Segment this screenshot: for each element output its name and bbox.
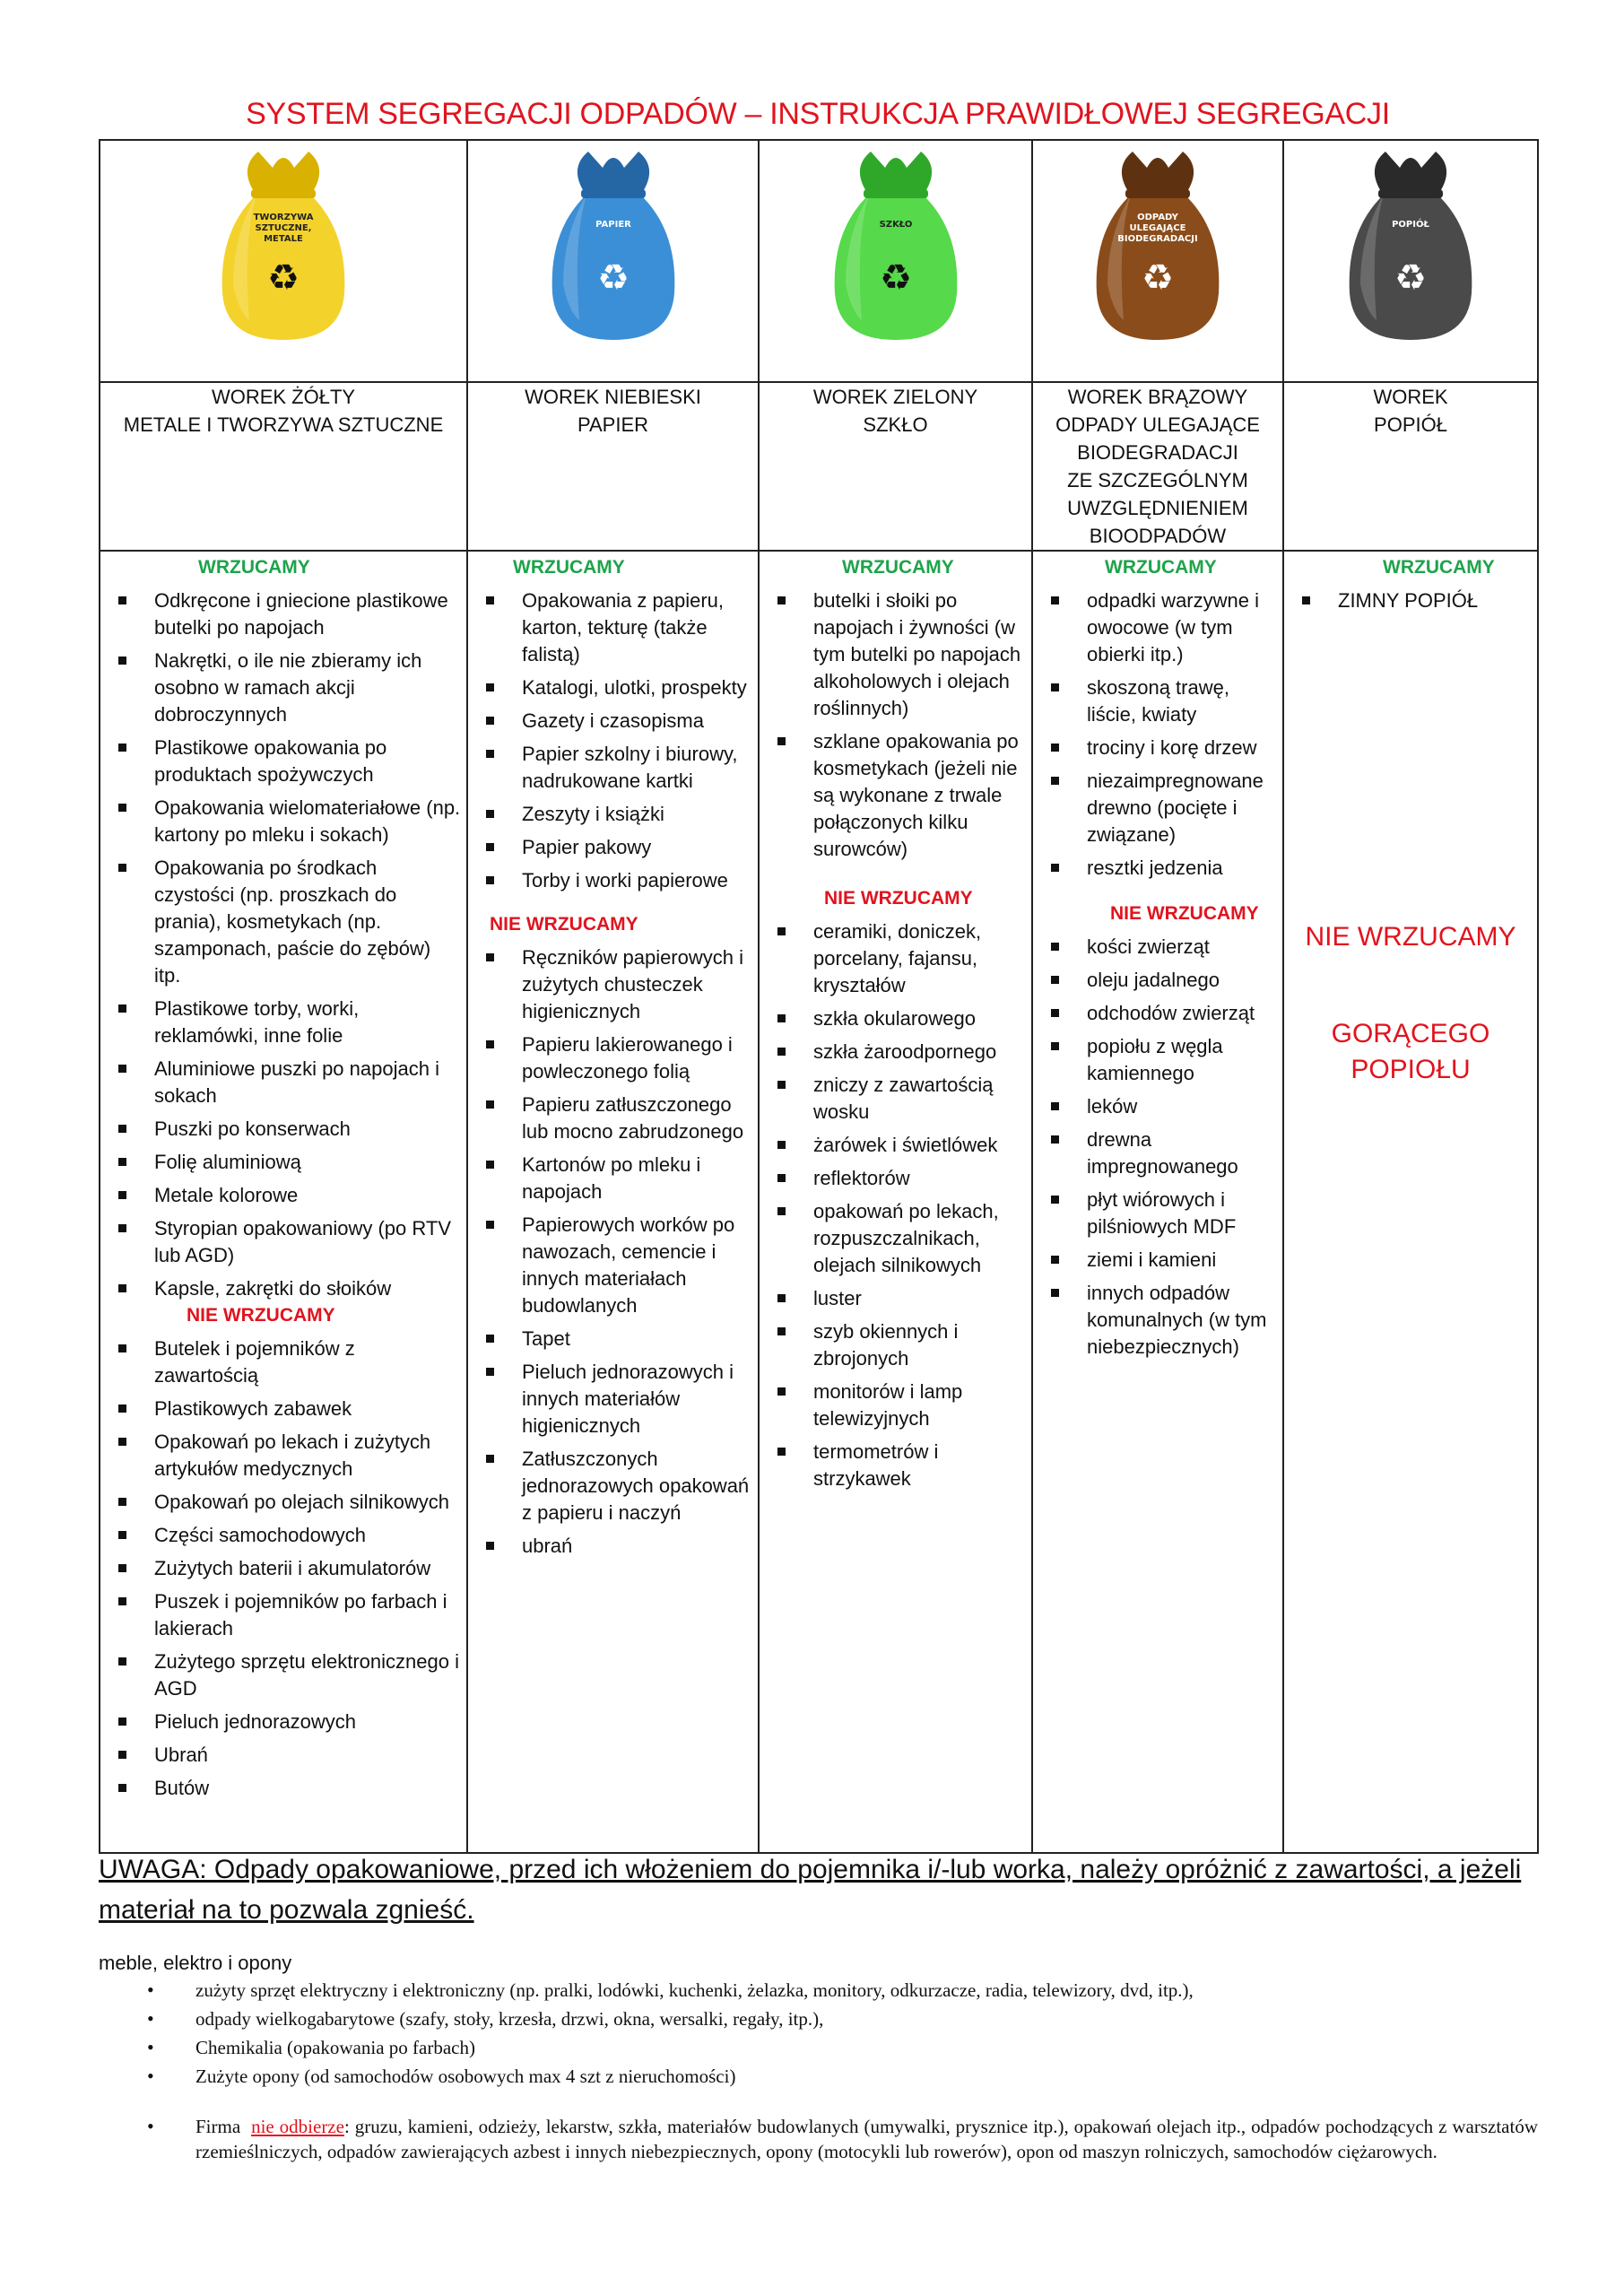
list-item: ziemi i kamieni xyxy=(1038,1247,1277,1274)
list-item: resztki jedzenia xyxy=(1038,855,1277,882)
list-item: luster xyxy=(765,1285,1026,1312)
meble-item: • Chemikalia (opakowania po farbach) xyxy=(143,2033,1542,2062)
wrzucamy-label: WRZUCAMY xyxy=(1383,557,1495,578)
list-item: Folię aluminiową xyxy=(106,1149,461,1176)
yellow-bag-icon xyxy=(203,141,364,347)
list-item: szklane opakowania po kosmetykach (jeżeli nie są wykonane z trwale połączonych kilku surowców) xyxy=(765,728,1026,863)
header-line: BIOODPADÓW xyxy=(1089,525,1227,547)
item-list xyxy=(473,587,752,894)
item-list xyxy=(1038,934,1277,1361)
page-title: SYSTEM SEGREGACJI ODPADÓW – INSTRUKCJA PRAWIDŁOWEJ SEGREGACJI xyxy=(246,97,1390,131)
recycle-icon: ♻ xyxy=(1394,257,1427,299)
header-line: POPIÓŁ xyxy=(1374,413,1447,436)
header-green xyxy=(759,382,1032,551)
wrzucamy-label: WRZUCAMY xyxy=(513,557,625,578)
list-item: Papier szkolny i biurowy, nadrukowane kartki xyxy=(473,741,752,795)
bag-cell-blue xyxy=(467,140,759,382)
list-item: termometrów i strzykawek xyxy=(765,1439,1026,1492)
nie-wrzucamy-label: NIE WRZUCAMY xyxy=(1110,903,1259,924)
meble-item: • odpady wielkogabarytowe (szafy, stoły, krzesła, drzwi, okna, wersalki, regały, itp.), xyxy=(143,2005,1542,2033)
header-gray xyxy=(1283,382,1538,551)
list-item: Pieluch jednorazowych i innych materiałów higienicznych xyxy=(473,1359,752,1439)
list-item: Papieru zatłuszczonego lub mocno zabrudzonego xyxy=(473,1091,752,1145)
meble-item: • zużyty sprzęt elektryczny i elektroniczny (np. pralki, lodówki, kuchenki, żelazka, monitory, odkurzacze, radia, telewizory, dvd, itp.), xyxy=(143,1976,1542,2005)
list-item: innych odpadów komunalnych (w tym niebezpiecznych) xyxy=(1038,1280,1277,1361)
list-item: Zużytego sprzętu elektronicznego i AGD xyxy=(106,1648,461,1702)
list-item: Papieru lakierowanego i powleczonego folią xyxy=(473,1031,752,1085)
nie-wrzucamy-label: NIE WRZUCAMY xyxy=(490,914,638,935)
list-item: Zużytych baterii i akumulatorów xyxy=(106,1555,461,1582)
bag-label: POPIÓŁ xyxy=(1392,220,1429,230)
list-item: Zeszyty i książki xyxy=(473,801,752,828)
list-item: Aluminiowe puszki po napojach i sokach xyxy=(106,1056,461,1109)
list-blue xyxy=(467,551,759,1853)
warning-note: UWAGA: Odpady opakowaniowe, przed ich włożeniem do pojemnika i/-lub worka, należy opróżnić z zawartości, a jeżeli materiał na to pozwala zgnieść. xyxy=(99,1855,1522,1925)
list-item: Tapet xyxy=(473,1326,752,1352)
list-item: Puszki po konserwach xyxy=(106,1116,461,1143)
meble-heading: meble, elektro i opony xyxy=(99,1952,292,1974)
meble-list xyxy=(143,1976,1542,2091)
list-item: Opakowań po olejach silnikowych xyxy=(106,1489,461,1516)
header-line: WOREK xyxy=(1373,386,1448,408)
list-item: Opakowań po lekach i zużytych artykułów medycznych xyxy=(106,1429,461,1483)
wrzucamy-label: WRZUCAMY xyxy=(842,557,954,578)
list-item: Nakrętki, o ile nie zbieramy ich osobno w ramach akcji dobroczynnych xyxy=(106,648,461,728)
item-list xyxy=(765,587,1026,863)
header-line: WOREK ZIELONY xyxy=(812,386,978,408)
list-item: odpadki warzywne i owocowe (w tym obierki itp.) xyxy=(1038,587,1277,668)
bag-cell-gray xyxy=(1283,140,1538,382)
header-blue xyxy=(467,382,759,551)
header-line: WOREK NIEBIESKI xyxy=(525,386,701,408)
list-item: trociny i korę drzew xyxy=(1038,735,1277,761)
header-line: METALE I TWORZYWA SZTUCZNE xyxy=(123,413,444,436)
list-item: Pieluch jednorazowych xyxy=(106,1709,461,1735)
nie-wrzucamy-big: NIE WRZUCAMY xyxy=(1305,922,1516,952)
bag-label: PAPIER xyxy=(595,220,631,230)
bag-label: ODPADY xyxy=(1137,213,1178,222)
list-item: płyt wiórowych i pilśniowych MDF xyxy=(1038,1187,1277,1240)
bag-label: TWORZYWA xyxy=(253,213,314,222)
list-item: leków xyxy=(1038,1093,1277,1120)
header-line: WOREK ŻÓŁTY xyxy=(211,386,356,408)
bag-cell-brown xyxy=(1032,140,1283,382)
goracego-popiolu: GORĄCEGO POPIOŁU xyxy=(1331,1019,1490,1084)
recycle-icon: ♻ xyxy=(267,257,300,299)
list-green xyxy=(759,551,1032,1853)
recycle-icon: ♻ xyxy=(596,257,630,299)
list-item: Kartonów po mleku i napojach xyxy=(473,1152,752,1205)
bag-label: ULEGAJĄCE xyxy=(1129,223,1186,233)
list-item: ubrań xyxy=(473,1533,752,1560)
firma-item xyxy=(143,2114,1538,2164)
green-bag-icon xyxy=(815,141,977,347)
list-item: szkła żaroodpornego xyxy=(765,1039,1026,1065)
list-item: skoszoną trawę, liście, kwiaty xyxy=(1038,674,1277,728)
item-list xyxy=(473,944,752,1560)
list-item: ceramiki, doniczek, porcelany, fajansu, kryształów xyxy=(765,918,1026,999)
list-item: butelki i słoiki po napojach i żywności (w tym butelki po napojach alkoholowych i olejach roślinnych) xyxy=(765,587,1026,722)
firma-note xyxy=(143,2114,1538,2164)
list-item: Gazety i czasopisma xyxy=(473,708,752,735)
meble-item: • Zużyte opony (od samochodów osobowych max 4 szt z nieruchomości) xyxy=(143,2062,1542,2091)
list-item: popiołu z węgla kamiennego xyxy=(1038,1033,1277,1087)
list-item: reflektorów xyxy=(765,1165,1026,1192)
list-item: zniczy z zawartością wosku xyxy=(765,1072,1026,1126)
list-item: Butów xyxy=(106,1775,461,1802)
list-brown xyxy=(1032,551,1283,1853)
list-item: Ręczników papierowych i zużytych chusteczek higienicznych xyxy=(473,944,752,1025)
header-line: UWZGLĘDNIENIEM xyxy=(1067,497,1248,519)
item-list xyxy=(765,918,1026,1492)
segregation-table xyxy=(99,139,1539,1854)
list-item: Opakowania z papieru, karton, tekturę (także falistą) xyxy=(473,587,752,668)
list-item: Opakowania wielomateriałowe (np. kartony po mleku i sokach) xyxy=(106,795,461,848)
bag-cell-yellow xyxy=(100,140,467,382)
bag-label: METALE xyxy=(264,234,303,244)
list-row xyxy=(100,551,1538,1853)
wrzucamy-label: WRZUCAMY xyxy=(198,557,310,578)
header-line: SZKŁO xyxy=(863,413,928,436)
header-line: PAPIER xyxy=(577,413,649,436)
list-item: Plastikowe opakowania po produktach spożywczych xyxy=(106,735,461,788)
bag-label: SZTUCZNE, xyxy=(255,223,312,233)
list-item: Odkręcone i gniecione plastikowe butelki po napojach xyxy=(106,587,461,641)
list-item: Katalogi, ulotki, prospekty xyxy=(473,674,752,701)
header-row xyxy=(100,382,1538,551)
list-item: kości zwierząt xyxy=(1038,934,1277,961)
list-item: Plastikowe torby, worki, reklamówki, inne folie xyxy=(106,996,461,1049)
list-item: Plastikowych zabawek xyxy=(106,1396,461,1422)
list-item: Części samochodowych xyxy=(106,1522,461,1549)
list-item: Ubrań xyxy=(106,1742,461,1769)
list-item: Kapsle, zakrętki do słoików xyxy=(106,1275,461,1302)
list-gray xyxy=(1283,551,1538,1853)
nie-wrzucamy-label: NIE WRZUCAMY xyxy=(187,1305,335,1326)
header-brown xyxy=(1032,382,1283,551)
wrzucamy-label: WRZUCAMY xyxy=(1105,557,1217,578)
header-line: ODPADY ULEGAJĄCE xyxy=(1055,413,1260,436)
list-item: Torby i worki papierowe xyxy=(473,867,752,894)
firma-rest: : gruzu, kamieni, odzieży, lekarstw, szkła, materiałów budowlanych (umywalki, prysznice itp.), opakowań olejach itp., odpadów pochodzących z warsztatów rzemieślniczych, odpadów zawierających azbest i innych niebezpiecznych, opony (motocykli lub rowerów), opon od maszyn rolniczych, samochodów ciężarowych. xyxy=(195,2116,1538,2162)
list-item: drewna impregnowanego xyxy=(1038,1126,1277,1180)
gray-bag-icon xyxy=(1330,141,1491,347)
list-item: ZIMNY POPIÓŁ xyxy=(1290,587,1532,614)
item-list xyxy=(106,587,461,1302)
brown-bag-icon xyxy=(1077,141,1238,347)
firma-prefix: Firma xyxy=(195,2116,241,2137)
recycle-icon: ♻ xyxy=(879,257,912,299)
list-item: oleju jadalnego xyxy=(1038,967,1277,994)
recycle-icon: ♻ xyxy=(1142,257,1174,299)
bag-label: BIODEGRADACJI xyxy=(1117,234,1198,244)
list-item: Styropian opakowaniowy (po RTV lub AGD) xyxy=(106,1215,461,1269)
list-item: Papier pakowy xyxy=(473,834,752,861)
list-yellow xyxy=(100,551,467,1853)
list-item: opakowań po lekach, rozpuszczalnikach, olejach silnikowych xyxy=(765,1198,1026,1279)
item-list xyxy=(1038,587,1277,882)
list-item: niezaimpregnowane drewno (pocięte i związane) xyxy=(1038,768,1277,848)
firma-highlight: nie odbierze xyxy=(251,2116,344,2137)
bag-label: SZKŁO xyxy=(879,220,912,230)
list-item: Metale kolorowe xyxy=(106,1182,461,1209)
list-item: Zatłuszczonych jednorazowych opakowań z papieru i naczyń xyxy=(473,1446,752,1526)
header-line: WOREK BRĄZOWY xyxy=(1067,386,1248,408)
header-line: BIODEGRADACJI xyxy=(1077,441,1238,464)
bag-cell-green xyxy=(759,140,1032,382)
header-yellow xyxy=(100,382,467,551)
list-item: odchodów zwierząt xyxy=(1038,1000,1277,1027)
list-item: Opakowania po środkach czystości (np. proszkach do prania), kosmetykach (np. szamponach, paście do zębów) itp. xyxy=(106,855,461,989)
list-item: szyb okiennych i zbrojonych xyxy=(765,1318,1026,1372)
list-item: monitorów i lamp telewizyjnych xyxy=(765,1378,1026,1432)
list-item: Papierowych worków po nawozach, cemencie i innych materiałach budowlanych xyxy=(473,1212,752,1319)
list-item: żarówek i świetlówek xyxy=(765,1132,1026,1159)
header-line: ZE SZCZEGÓLNYM xyxy=(1067,469,1248,491)
bag-row xyxy=(100,140,1538,382)
list-item: Butelek i pojemników z zawartością xyxy=(106,1335,461,1389)
blue-bag-icon xyxy=(533,141,694,347)
list-item: szkła okularowego xyxy=(765,1005,1026,1032)
item-list xyxy=(106,1335,461,1802)
nie-wrzucamy-label: NIE WRZUCAMY xyxy=(824,888,973,909)
list-item: Puszek i pojemników po farbach i lakierach xyxy=(106,1588,461,1642)
item-list xyxy=(1290,587,1532,614)
